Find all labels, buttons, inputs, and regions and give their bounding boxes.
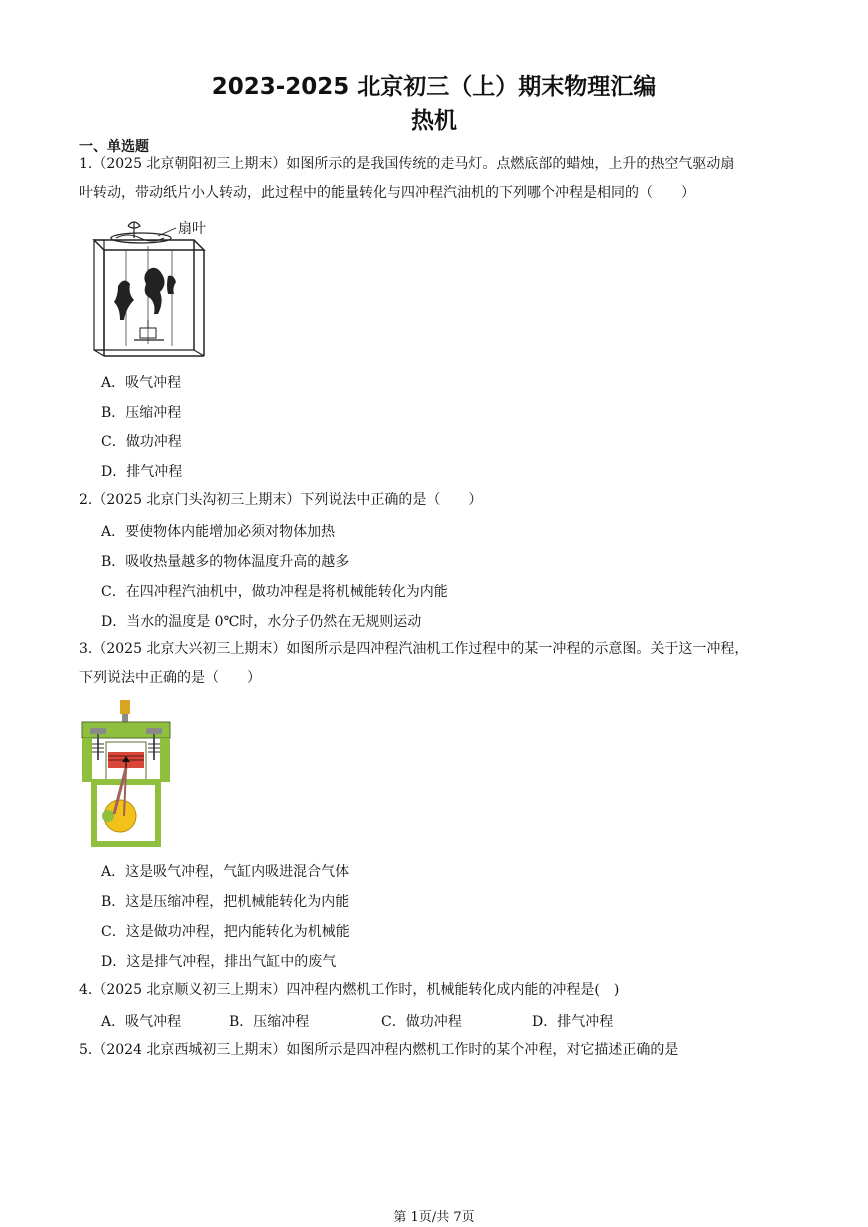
q2-option-d[interactable]: D．当水的温度是 0℃时，水分子仍然在无规则运动 [101,614,422,630]
question-3 [79,635,791,693]
q3-option-d[interactable]: D．这是排气冲程，排出气缸中的废气 [101,954,337,970]
page-number: 第 1页/共 7页 [393,1210,475,1225]
q2-option-b[interactable]: B．吸收热量越多的物体温度升高的越多 [101,554,350,570]
fan-blade-label: 扇叶 [178,221,206,237]
page-subtitle: 热机 [411,108,457,134]
q4-option-a[interactable]: A．吸气冲程 [101,1014,182,1030]
q3-option-a[interactable]: A．这是吸气冲程，气缸内吸进混合气体 [101,864,350,880]
question-4-stem: 4.（2025 北京顺义初三上期末）四冲程内燃机工作时，机械能转化成内能的冲程是( ) [79,982,620,998]
q4-option-c[interactable]: C．做功冲程 [381,1014,462,1030]
q1-option-a[interactable]: A．吸气冲程 [101,375,182,391]
q3-option-b[interactable]: B．这是压缩冲程，把机械能转化为内能 [101,894,350,910]
question-2 [79,486,791,515]
question-4 [79,976,791,1005]
question-5-stem: 5.（2024 北京西城初三上期末）如图所示是四冲程内燃机工作时的某个冲程，对它描述正确的是 [79,1042,679,1058]
question-2-stem: 2.（2025 北京门头沟初三上期末）下列说法中正确的是（ ） [79,492,483,508]
question-1-stem-line2: 叶转动，带动纸片小人转动，此过程中的能量转化与四冲程汽油机的下列哪个冲程是相同的（ ） [79,185,695,201]
section-heading: 一、单选题 [79,139,149,155]
page-title: 2023-2025 北京初三（上）期末物理汇编 [211,74,657,100]
question-3-stem-line2: 下列说法中正确的是（ ） [79,670,261,686]
question-5 [79,1036,791,1065]
question-3-stem-line1: 3.（2025 北京大兴初三上期末）如图所示是四冲程汽油机工作过程中的某一冲程的示意图。关于这一冲程， [79,641,749,657]
engine-figure [80,698,172,850]
q4-option-d[interactable]: D．排气冲程 [532,1014,614,1030]
question-1 [79,150,791,208]
q4-option-b[interactable]: B．压缩冲程 [229,1014,310,1030]
q2-option-c[interactable]: C．在四冲程汽油机中，做功冲程是将机械能转化为内能 [101,584,448,600]
q2-option-a[interactable]: A．要使物体内能增加必须对物体加热 [101,524,336,540]
q1-option-c[interactable]: C．做功冲程 [101,434,182,450]
q1-option-d[interactable]: D．排气冲程 [101,464,183,480]
question-1-stem-line1: 1.（2025 北京朝阳初三上期末）如图所示的是我国传统的走马灯。点燃底部的蜡烛，上升的热空气驱动扇 [79,156,735,172]
q3-option-c[interactable]: C．这是做功冲程，把内能转化为机械能 [101,924,350,940]
q1-option-b[interactable]: B．压缩冲程 [101,405,182,421]
